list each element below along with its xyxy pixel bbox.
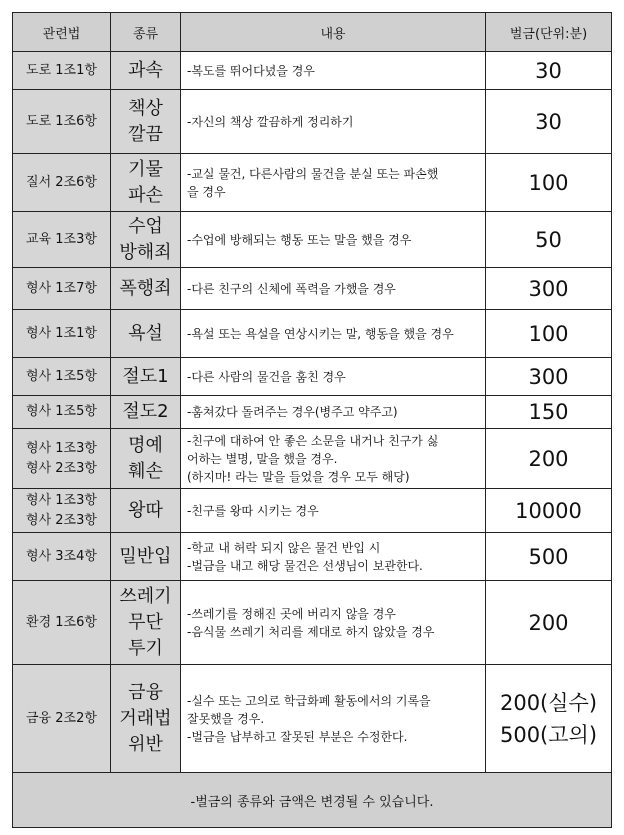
type-cell-line: 과속 xyxy=(128,59,163,81)
type-cell xyxy=(111,581,181,665)
content-cell-line: -복도를 뛰어다녔을 경우 xyxy=(187,63,315,78)
fine-cell xyxy=(486,489,612,533)
fine-cell-line: 30 xyxy=(535,58,562,83)
type-cell-line: 무단 xyxy=(128,611,163,633)
fine-cell xyxy=(486,429,612,489)
law-cell xyxy=(13,310,111,358)
type-cell-line: 훼손 xyxy=(128,460,163,482)
content-cell-line: -벌금을 내고 해당 물건은 선생님이 보관한다. xyxy=(187,558,423,573)
content-cell xyxy=(181,268,486,310)
law-cell-line: 형사 1조5항 xyxy=(26,404,97,419)
content-cell-line: (하지마! 라는 말을 들었을 경우 모두 해당) xyxy=(187,469,410,484)
content-cell-line: 잘못했을 경우. xyxy=(187,711,265,726)
law-cell-line: 형사 2조3항 xyxy=(26,512,97,528)
table-row xyxy=(13,665,612,773)
table-row xyxy=(13,533,612,581)
type-cell-line: 절도2 xyxy=(122,401,169,422)
type-cell-line: 투기 xyxy=(128,637,163,659)
type-cell-line: 위반 xyxy=(128,733,163,755)
law-cell xyxy=(13,665,111,773)
type-cell xyxy=(111,268,181,310)
law-cell-line: 도로 1조1항 xyxy=(26,62,97,78)
fine-cell-line: 500(고의) xyxy=(499,722,598,747)
law-cell-line: 형사 1조1항 xyxy=(26,325,97,341)
law-cell xyxy=(13,358,111,396)
type-cell-line: 금융 xyxy=(128,681,163,703)
content-cell-line: -친구에 대하여 안 좋은 소문을 내거나 친구가 싫 xyxy=(187,433,439,448)
law-cell xyxy=(13,212,111,268)
content-cell xyxy=(181,90,486,154)
fine-cell xyxy=(486,268,612,310)
fine-cell-line: 100 xyxy=(528,170,569,195)
content-cell-line: -실수 또는 고의로 학급화폐 활동에서의 기록을 xyxy=(187,693,431,708)
table-row xyxy=(13,396,612,429)
fine-cell-line: 50 xyxy=(535,227,562,252)
type-cell-line: 욕설 xyxy=(128,322,163,344)
law-cell xyxy=(13,533,111,581)
table-row xyxy=(13,581,612,665)
fine-cell-line: 500 xyxy=(528,544,569,569)
type-cell xyxy=(111,665,181,773)
content-cell-line: -음식물 쓰레기 처리를 제대로 하지 않았을 경우 xyxy=(187,624,435,639)
table-row xyxy=(13,358,612,396)
type-cell-line: 거래법 xyxy=(119,707,172,729)
type-cell-line: 왕따 xyxy=(128,499,163,521)
content-cell-line: -훔쳐갔다 돌려주는 경우(병주고 약주고) xyxy=(187,405,398,419)
fine-cell xyxy=(486,581,612,665)
law-cell xyxy=(13,396,111,429)
law-cell xyxy=(13,90,111,154)
type-cell-line: 기물 xyxy=(128,158,163,180)
fine-cell-line: 300 xyxy=(528,276,569,301)
type-cell xyxy=(111,52,181,90)
fine-cell-line: 10000 xyxy=(515,498,582,523)
fine-cell xyxy=(486,310,612,358)
type-cell xyxy=(111,429,181,489)
type-cell xyxy=(111,310,181,358)
fine-cell-line: 200 xyxy=(528,610,569,635)
content-cell-line: -교실 물건, 다른사람의 물건을 분실 또는 파손했 xyxy=(187,166,439,181)
table-row xyxy=(13,212,612,268)
law-cell-line: 환경 1조6항 xyxy=(26,614,97,630)
fine-cell xyxy=(486,212,612,268)
fine-cell xyxy=(486,665,612,773)
fine-cell xyxy=(486,533,612,581)
fine-cell-line: 200(실수) xyxy=(499,690,598,715)
content-cell-line: -학교 내 허락 되지 않은 물건 반입 시 xyxy=(187,540,381,555)
type-cell xyxy=(111,358,181,396)
type-cell-line: 명예 xyxy=(128,434,163,456)
content-cell xyxy=(181,154,486,212)
header-content: 내용 xyxy=(181,13,486,52)
law-cell xyxy=(13,52,111,90)
content-cell-line: -다른 사람의 물건을 훔친 경우 xyxy=(187,369,346,384)
fine-cell xyxy=(486,90,612,154)
content-cell-line: -다른 친구의 신체에 폭력을 가했을 경우 xyxy=(187,281,396,296)
table-row xyxy=(13,52,612,90)
content-cell xyxy=(181,212,486,268)
content-cell-line: -쓰레기를 정해진 곳에 버리지 않을 경우 xyxy=(187,606,396,621)
fine-cell-line: 30 xyxy=(535,109,562,134)
fine-cell-line: 150 xyxy=(528,400,569,424)
type-cell xyxy=(111,154,181,212)
header-row xyxy=(13,13,612,52)
law-cell xyxy=(13,489,111,533)
law-cell-line: 형사 1조7항 xyxy=(26,280,97,296)
law-cell-line: 교육 1조3항 xyxy=(26,231,97,247)
content-cell-line: -욕설 또는 욕설을 연상시키는 말, 행동을 했을 경우 xyxy=(187,326,454,341)
content-cell xyxy=(181,358,486,396)
type-cell-line: 깔끔 xyxy=(128,123,163,145)
header-law: 관련법 xyxy=(13,13,111,52)
law-cell-line: 질서 2조6항 xyxy=(26,174,97,190)
fine-table xyxy=(12,12,612,828)
table-row xyxy=(13,489,612,533)
table-row xyxy=(13,154,612,212)
law-cell-line: 형사 1조3항 xyxy=(26,492,97,508)
content-cell-line: -자신의 책상 깔끔하게 정리하기 xyxy=(187,114,354,129)
header-type: 종류 xyxy=(111,13,181,52)
fine-cell xyxy=(486,154,612,212)
law-cell-line: 형사 1조3항 xyxy=(26,440,97,456)
type-cell-line: 쓰레기 xyxy=(119,585,172,607)
content-cell-line: -벌금을 납부하고 잘못된 부분은 수정한다. xyxy=(187,729,408,744)
type-cell xyxy=(111,212,181,268)
content-cell xyxy=(181,52,486,90)
fine-cell-line: 300 xyxy=(528,364,569,389)
fine-cell xyxy=(486,52,612,90)
type-cell xyxy=(111,396,181,429)
content-cell-line: -친구를 왕따 시키는 경우 xyxy=(187,503,319,518)
type-cell-line: 파손 xyxy=(128,184,163,206)
content-cell xyxy=(181,489,486,533)
type-cell-line: 밀반입 xyxy=(119,545,172,567)
law-cell-line: 형사 3조4항 xyxy=(26,548,97,564)
type-cell-line: 절도1 xyxy=(122,365,169,387)
footer-note: -벌금의 종류와 금액은 변경될 수 있습니다. xyxy=(13,773,612,828)
type-cell-line: 방해죄 xyxy=(119,241,172,263)
content-cell xyxy=(181,533,486,581)
law-cell-line: 금융 2조2항 xyxy=(26,710,97,726)
law-cell-line: 도로 1조6항 xyxy=(26,113,97,129)
type-cell-line: 수업 xyxy=(128,215,163,237)
law-cell xyxy=(13,581,111,665)
content-cell xyxy=(181,665,486,773)
type-cell-line: 폭행죄 xyxy=(119,277,172,299)
table-row xyxy=(13,90,612,154)
law-cell-line: 형사 1조5항 xyxy=(26,368,97,384)
type-cell-line: 책상 xyxy=(128,97,163,119)
table-row xyxy=(13,268,612,310)
type-cell xyxy=(111,90,181,154)
header-fine: 벌금(단위:분) xyxy=(486,13,612,52)
law-cell xyxy=(13,429,111,489)
content-cell xyxy=(181,581,486,665)
table-row xyxy=(13,310,612,358)
content-cell-line: 어하는 별명, 말을 했을 경우. xyxy=(187,451,338,466)
table-row xyxy=(13,429,612,489)
footer-row xyxy=(13,773,612,828)
fine-cell xyxy=(486,396,612,429)
content-cell xyxy=(181,310,486,358)
law-cell xyxy=(13,154,111,212)
fine-cell-line: 200 xyxy=(528,446,569,471)
content-cell xyxy=(181,429,486,489)
law-cell-line: 형사 2조3항 xyxy=(26,460,97,476)
type-cell xyxy=(111,533,181,581)
law-cell xyxy=(13,268,111,310)
content-cell-line: 을 경우 xyxy=(187,184,226,199)
type-cell xyxy=(111,489,181,533)
content-cell xyxy=(181,396,486,429)
content-cell-line: -수업에 방해되는 행동 또는 말을 했을 경우 xyxy=(187,232,412,247)
fine-cell-line: 100 xyxy=(528,321,569,346)
fine-cell xyxy=(486,358,612,396)
